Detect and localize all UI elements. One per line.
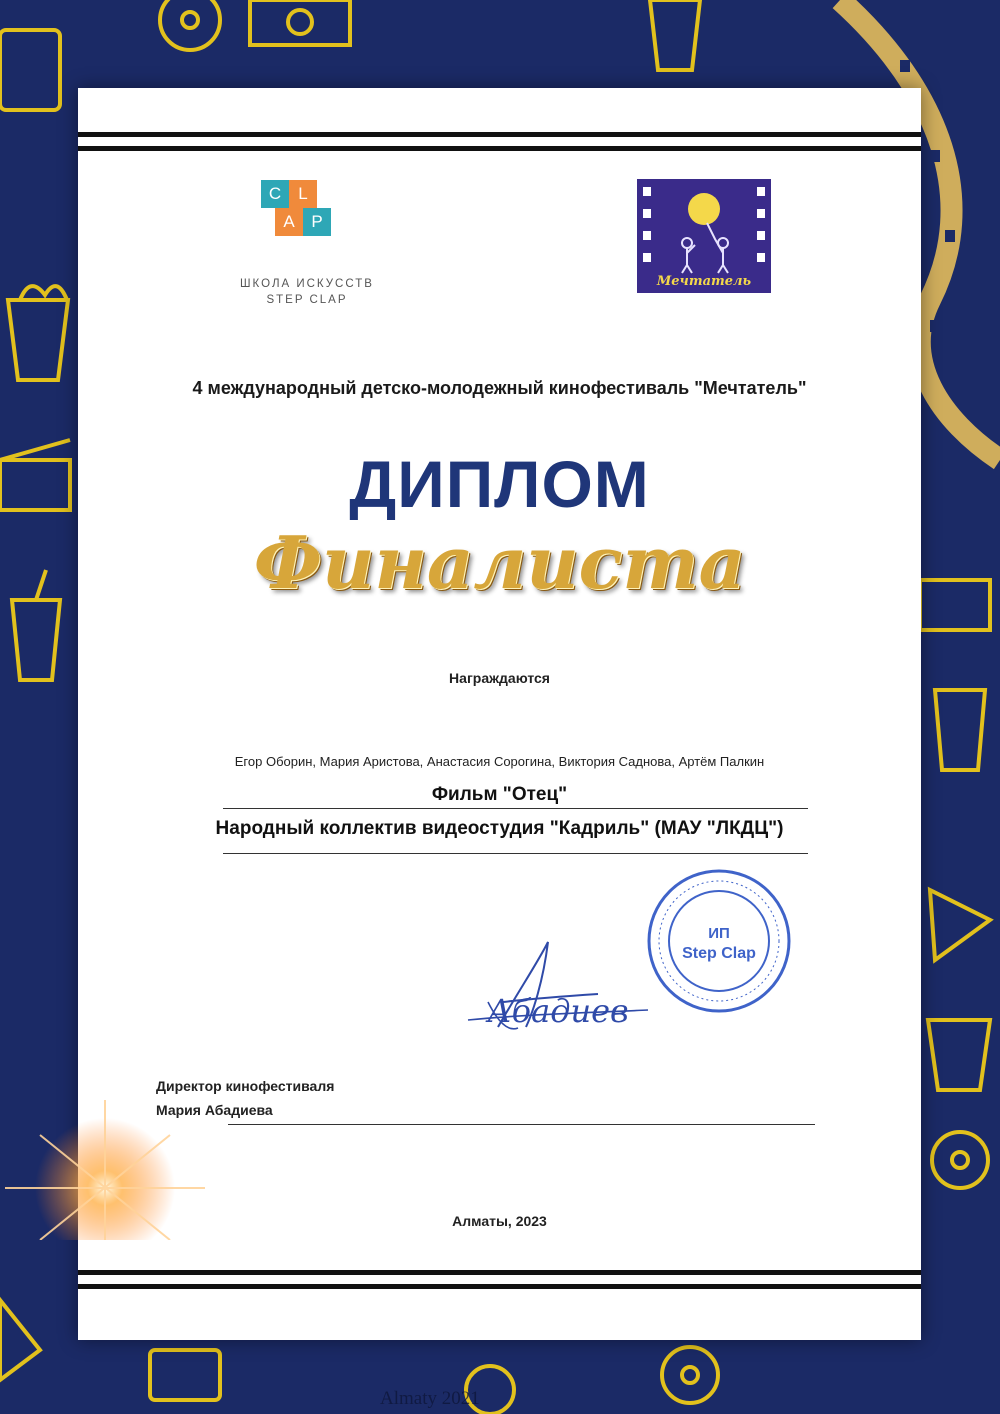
diploma-heading: ДИПЛОМ: [349, 447, 650, 521]
clap-caption-name: STEP CLAP: [266, 294, 348, 306]
footer-text: Almaty 2021: [380, 1388, 480, 1409]
clap-caption-school: ШКОЛА ИСКУССТВ: [240, 278, 374, 290]
dreamer-logo: [637, 179, 771, 293]
participants-list: Егор Оборин, Мария Аристова, Анастасия Сорогина, Виктория Саднова, Артём Палкин: [234, 754, 765, 769]
director-title: Директор кинофестиваля: [156, 1078, 335, 1094]
stamp-seal: [646, 868, 792, 1014]
collective-name: Народный коллектив видеостудия "Кадриль" (МАУ "ЛКДЦ"): [215, 818, 784, 839]
signature-text: Абадиев: [487, 992, 629, 1030]
film-underline: [223, 808, 808, 809]
clap-tile-a: A: [275, 208, 303, 236]
top-rule: [78, 132, 921, 137]
director-signature: [408, 932, 658, 1052]
festival-title: 4 международный детско-молодежный кинофестиваль "Мечтатель": [192, 378, 807, 398]
place-date: Алматы, 2023: [452, 1213, 547, 1229]
film-title: Фильм "Отец": [431, 784, 568, 805]
stamp-line-2: Step Clap: [682, 945, 756, 962]
moon-icon: [688, 193, 720, 225]
director-name: Мария Абадиева: [156, 1102, 273, 1118]
top-rule-2: [78, 146, 921, 151]
step-clap-logo: [261, 180, 357, 260]
dreamer-logo-text: Мечтатель: [656, 274, 752, 289]
clap-tile-c: C: [261, 180, 289, 208]
collective-underline: [223, 853, 808, 854]
clap-tile-p: P: [303, 208, 331, 236]
bottom-rule: [78, 1270, 921, 1275]
diploma-type: Финалиста: [253, 520, 746, 605]
awarded-label: Награждаются: [449, 670, 550, 686]
lens-flare: [0, 1040, 260, 1240]
bottom-rule-2: [78, 1284, 921, 1289]
clap-tile-l: L: [289, 180, 317, 208]
stamp-line-1: ИП: [708, 925, 730, 942]
signature-line: [228, 1124, 815, 1125]
